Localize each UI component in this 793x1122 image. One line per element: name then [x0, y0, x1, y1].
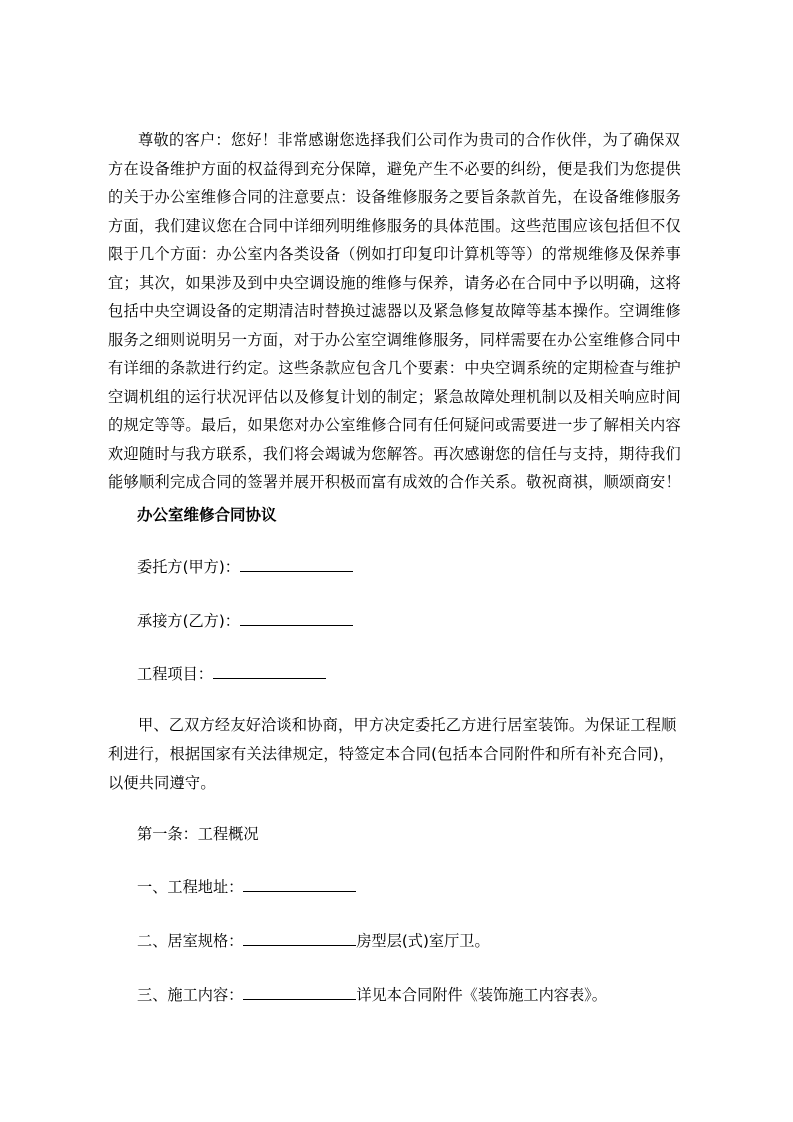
contract-title: 办公室维修合同协议	[137, 506, 277, 524]
address-label: 一、工程地址：	[137, 878, 244, 896]
intro-line: 方面，我们建议您在合同中详细列明维修服务的具体范围。这些范围应该包括但不仅	[108, 216, 682, 235]
project-label: 工程项目：	[137, 665, 213, 683]
agreement-line: 利进行，根据国家有关法律规定，特签定本合同(包括本合同附件和所有补充合同)，	[108, 745, 675, 763]
agreement-paragraph	[108, 711, 700, 798]
intro-line: 方在设备维护方面的权益得到充分保障，避免产生不必要的纠纷，便是我们为您提供	[108, 159, 682, 178]
intro-line: 宜；其次，如果涉及到中央空调设施的维修与保养，请务必在合同中予以明确，这将	[108, 273, 682, 292]
client-field	[137, 556, 353, 578]
address-field	[137, 876, 356, 898]
agreement-line: 甲、乙双方经友好洽谈和协商，甲方决定委托乙方进行居室装饰。为保证工程顺	[138, 716, 677, 734]
agreement-line: 以便共同遵守。	[108, 774, 216, 792]
intro-line: 限于几个方面：办公室内各类设备（例如打印复印计算机等等）的常规维修及保养事	[108, 245, 682, 263]
work-content-blank	[243, 985, 356, 1000]
article1-heading: 第一条：工程概况	[137, 825, 259, 843]
intro-line: 能够顺利完成合同的签署并展开积极而富有成效的合作关系。敬祝商祺，顺颂商安！	[108, 473, 682, 491]
intro-line: 尊敬的客户：您好！非常感谢您选择我们公司作为贵司的合作伙伴，为了确保双	[138, 131, 681, 149]
client-blank	[240, 557, 353, 572]
intro-letter	[108, 126, 700, 497]
project-blank	[213, 664, 326, 679]
contractor-blank	[240, 611, 353, 626]
intro-line: 有详细的条款进行约定。这些条款应包含几个要素：中央空调系统的定期检查与维护	[108, 359, 682, 377]
project-field	[137, 663, 326, 685]
room-spec-suffix: 房型层(式)室厅卫。	[356, 932, 490, 950]
intro-line: 包括中央空调设备的定期清洁时替换过滤器以及紧急修复故障等基本操作。空调维修	[108, 302, 682, 320]
address-blank	[243, 877, 356, 892]
intro-line: 的关于办公室维修合同的注意要点：设备维修服务之要旨条款首先，在设备维修服务	[108, 188, 682, 206]
contractor-field	[137, 610, 353, 632]
room-spec-field	[137, 930, 490, 952]
client-label: 委托方(甲方)：	[137, 558, 240, 576]
work-content-field	[137, 984, 607, 1006]
intro-line: 欢迎随时与我方联系，我们将会竭诚为您解答。再次感谢您的信任与支持，期待我们	[108, 444, 682, 463]
work-content-suffix: 详见本合同附件《装饰施工内容表》。	[356, 986, 607, 1004]
intro-line: 空调机组的运行状况评估以及修复计划的制定；紧急故障处理机制以及相关响应时间	[108, 387, 682, 406]
intro-line: 的规定等等。最后，如果您对办公室维修合同有任何疑问或需要进一步了解相关内容	[108, 416, 682, 434]
intro-line: 服务之细则说明另一方面，对于办公室空调维修服务，同样需要在办公室维修合同中	[108, 330, 682, 349]
work-content-label: 三、施工内容：	[137, 986, 244, 1004]
contractor-label: 承接方(乙方)：	[137, 612, 240, 630]
room-spec-label: 二、居室规格：	[137, 932, 244, 950]
room-spec-blank	[243, 931, 356, 946]
